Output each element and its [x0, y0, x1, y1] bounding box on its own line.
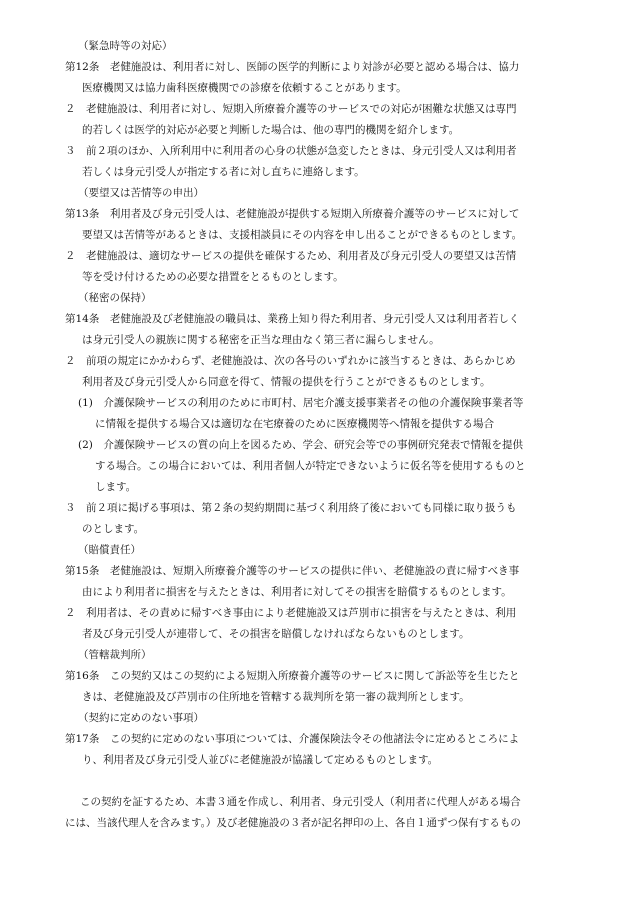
- article-15-para-2-line-2: 者及び身元引受人が連帯して、その損害を賠償しなければならないものとします。: [82, 628, 470, 640]
- heading-liability: （賠償責任）: [78, 544, 141, 556]
- article-12-para-2-line-2: 的若しくは医学的対応が必要と判断した場合は、他の専門的機関を紹介します。: [82, 124, 460, 136]
- article-13-line-2: 要望又は苦情等があるときは、支援相談員にその内容を申し出ることができるものとします。: [82, 229, 523, 241]
- article-14-item-1-line-2: に情報を提供する場合又は適切な在宅療養のために医療機関等へ情報を提供する場合: [95, 418, 494, 430]
- article-13-para-2-line-1: ２ 老健施設は、適切なサービスの提供を確保するため、利用者及び身元引受人の要望又は苦情: [65, 250, 517, 262]
- heading-emergency: （緊急時等の対応）: [78, 40, 173, 52]
- article-15-line-1: 第15条 老健施設は、短期入所療養介護等のサービスの提供に伴い、老健施設の責に帰すべき事: [65, 565, 520, 577]
- article-15-line-2: 由により利用者に損害を与えたときは、利用者に対してその損害を賠償するものとします。: [82, 586, 512, 598]
- article-12-line-2: 医療機関又は協力歯科医療機関での診療を依頼することがあります。: [82, 82, 407, 94]
- article-17-line-1: 第17条 この契約に定めのない事項については、介護保険法令その他諸法令に定めるところによ: [65, 733, 520, 745]
- article-16-line-1: 第16条 この契約又はこの契約による短期入所療養介護等のサービスに関して訴訟等を生じたと: [65, 670, 520, 682]
- heading-confidentiality: （秘密の保持）: [78, 292, 152, 304]
- article-12-para-2-line-1: ２ 老健施設は、利用者に対し、短期入所療養介護等のサービスでの対応が困難な状態又は専門: [65, 103, 517, 115]
- article-17-line-2: り、利用者及び身元引受人並びに老健施設が協議して定めるものとします。: [82, 754, 439, 766]
- article-12-line-1: 第12条 老健施設は、利用者に対し、医師の医学的判断により対診が必要と認める場合は、協力: [65, 61, 520, 73]
- heading-undefined-matters: （契約に定めのない事項）: [78, 712, 204, 724]
- article-14-para-2-line-2: 利用者及び身元引受人から同意を得て、情報の提供を行うことができるものとします。: [82, 376, 491, 388]
- article-13-para-2-line-2: 等を受け付けるための必要な措置をとるものとします。: [82, 271, 344, 283]
- article-12-para-3-line-1: ３ 前２項のほか、入所利用中に利用者の心身の状態が急変したときは、身元引受人又は利用者: [65, 145, 517, 157]
- article-14-item-2-line-2: する場合。この場合においては、利用者個人が特定できないように仮名等を使用するものと: [95, 460, 526, 472]
- closing-line-1: この契約を証するため、本書３通を作成し、利用者、身元引受人（利用者に代理人がある場合: [80, 796, 521, 808]
- article-14-para-2-line-1: ２ 前項の規定にかかわらず、老健施設は、次の各号のいずれかに該当するときは、あらかじめ: [65, 355, 516, 367]
- article-13-line-1: 第13条 利用者及び身元引受人は、老健施設が提供する短期入所療養介護等のサービスに対して: [65, 208, 520, 220]
- article-14-item-1-line-1: (1) 介護保険サービスの利用のために市町村、居宅介護支援事業者その他の介護保険事業者等: [78, 397, 524, 409]
- closing-line-2: には、当該代理人を含みます。）及び老健施設の３者が記名押印の上、各自１通ずつ保有するもの: [65, 817, 521, 829]
- article-14-line-1: 第14条 老健施設及び老健施設の職員は、業務上知り得た利用者、身元引受人又は利用者若しく: [65, 313, 520, 325]
- article-16-line-2: きは、老健施設及び芦別市の住所地を管轄する裁判所を第一審の裁判所とします。: [82, 691, 470, 703]
- heading-jurisdiction: （管轄裁判所）: [78, 649, 152, 661]
- article-14-item-2-line-3: します。: [95, 481, 137, 493]
- heading-complaints: （要望又は苦情等の申出）: [78, 187, 204, 199]
- article-14-item-2-line-1: (2) 介護保険サービスの質の向上を図るため、学会、研究会等での事例研究発表で情報を提供: [78, 439, 523, 451]
- article-14-line-2: は身元引受人の親族に関する秘密を正当な理由なく第三者に漏らしません。: [82, 334, 440, 346]
- article-15-para-2-line-1: ２ 利用者は、その責めに帰すべき事由により老健施設又は芦別市に損害を与えたときは、利用: [65, 607, 517, 619]
- article-12-para-3-line-2: 若しくは身元引受人が指定する者に対し直ちに連絡します。: [82, 166, 365, 178]
- article-14-para-3-line-1: ３ 前２項に掲げる事項は、第２条の契約期間に基づく利用終了後においても同様に取り扱うも: [65, 502, 517, 514]
- article-14-para-3-line-2: のとします。: [82, 523, 145, 535]
